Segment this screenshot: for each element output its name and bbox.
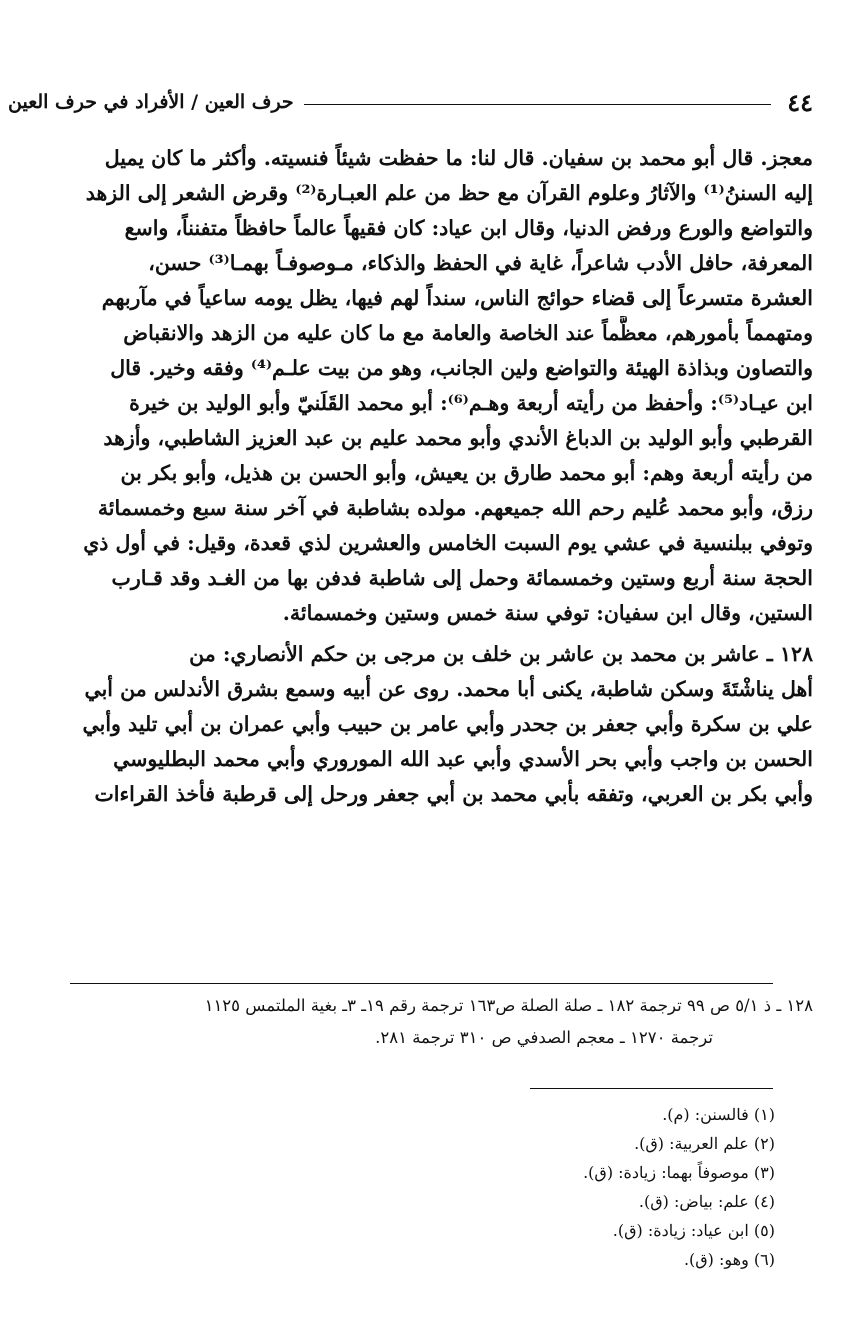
footnote-item: (٣) موصوفاً بهما: زيادة: (ق). [583,1163,775,1182]
footnote-item: (٤) علم: بياض: (ق). [638,1192,775,1211]
text-line: رزق، وأبو محمد عُليم رحم الله جميعهم. مولده بشاطبة في آخر سنة سبع وخمسمائة [97,496,813,520]
footnotes-list [375,1100,775,1274]
source-line: ترجمة ١٢٧٠ ـ معجم الصدفي ص ٣١٠ ترجمة ٢٨١. [375,1028,713,1047]
header-rule [304,104,772,105]
running-header [8,85,813,119]
sources-block [8,990,813,1054]
main-text [8,141,813,812]
footnote-item: (١) فالسنن: (م). [662,1105,775,1124]
footnotes-divider [530,1088,773,1089]
text-line: ابن عيـاد⁽⁵⁾: وأحفظ من رأيته أربعة وهـم⁽⁶⁾: أبو محمد القَلَنيّ وأبو الوليد بن خيرة [129,391,813,415]
text-line: ومتهمماً بأمورهم، معظَّماً عند الخاصة والعامة مع ما كان عليه من الزهد والانقباض [123,321,813,345]
text-line: أهل يناشْتَةَ وسكن شاطبة، يكنى أبا محمد. روى عن أبيه وسمع بشرق الأندلس من أبي [84,677,813,701]
text-line: معجز. قال أبو محمد بن سفيان. قال لنا: ما حفظت شيئاً فنسيته. وأكثر ما كان يميل [104,146,813,170]
text-line: الستين، وقال ابن سفيان: توفي سنة خمس وستين وخمسمائة. [282,601,813,625]
text-line: وتوفي ببلنسية في عشي يوم السبت الخامس والعشرين لذي قعدة، وقيل: في أول ذي [83,531,813,555]
text-line: من رأيته أربعة وهم: أبو محمد طارق بن يعيش، وأبو الحسن بن هذيل، وأبو بكر بن [120,461,813,485]
text-line: الحسن بن واجب وأبي بحر الأسدي وأبي عبد الله الموروري وأبي محمد البطليوسي [113,747,813,771]
text-line: الحجة سنة أربع وستين وخمسمائة وحمل إلى شاطبة فدفن بها من الغـد وقد قـارب [111,566,813,590]
text-line: القرطبي وأبو الوليد بن الدباغ الأندي وأبو محمد عليم بن عبد العزيز الشاطبي، وأزهد [103,426,813,450]
sources-divider [70,983,773,984]
footnote-item: (٦) وهو: (ق). [683,1250,775,1269]
paragraph-entry-128 [8,637,813,812]
text-line: ١٢٨ ـ عاشر بن محمد بن عاشر بن خلف بن مرجى بن حكم الأنصاري: من [189,642,813,666]
text-line: والتصاون وبذاذة الهيئة والتواضع ولين الجانب، وهو من بيت علـم⁽⁴⁾ وفقه وخير. قال [110,356,813,380]
text-line: العشرة متسرعاً إلى قضاء حوائج الناس، سنداً لهم فيها، يظل يومه ساعياً في مآربهم [101,286,813,310]
text-line: والتواضع والورع ورفض الدنيا، وقال ابن عياد: كان فقيهاً عالماً حافظاً متفنناً، واسع [124,216,813,240]
text-line: علي بن سكرة وأبي جعفر بن جحدر وأبي عامر بن حبيب وأبي عمران بن أبي تليد وأبي [82,712,813,736]
text-line: المعرفة، حافل الأدب شاعراً، غاية في الحفظ والذكاء، مـوصوفـاً بهمـا⁽³⁾ حسن، [148,251,813,275]
source-line: ١٢٨ ـ ذ ٥/١ ص ٩٩ ترجمة ١٨٢ ـ صلة الصلة ص١٦٣ ترجمة رقم ١٩ـ ٣ـ بغية الملتمس ١١٢٥ [204,996,813,1015]
text-line: إليه السننُ⁽¹⁾ والآثارُ وعلوم القرآن مع حظ من علم العبـارة⁽²⁾ وقرض الشعر إلى الزهد [85,181,813,205]
paragraph-continuation [8,141,813,631]
text-line: وأبي بكر بن العربي، وتفقه بأبي محمد بن أبي جعفر ورحل إلى قرطبة فأخذ القراءات [94,782,813,806]
footnote-item: (٥) ابن عياد: زيادة: (ق). [612,1221,775,1240]
running-title: حرف العين / الأفراد في حرف العين [8,91,294,113]
page-number: ٤٤ [787,87,813,117]
footnote-item: (٢) علم العربية: (ق). [634,1134,775,1153]
